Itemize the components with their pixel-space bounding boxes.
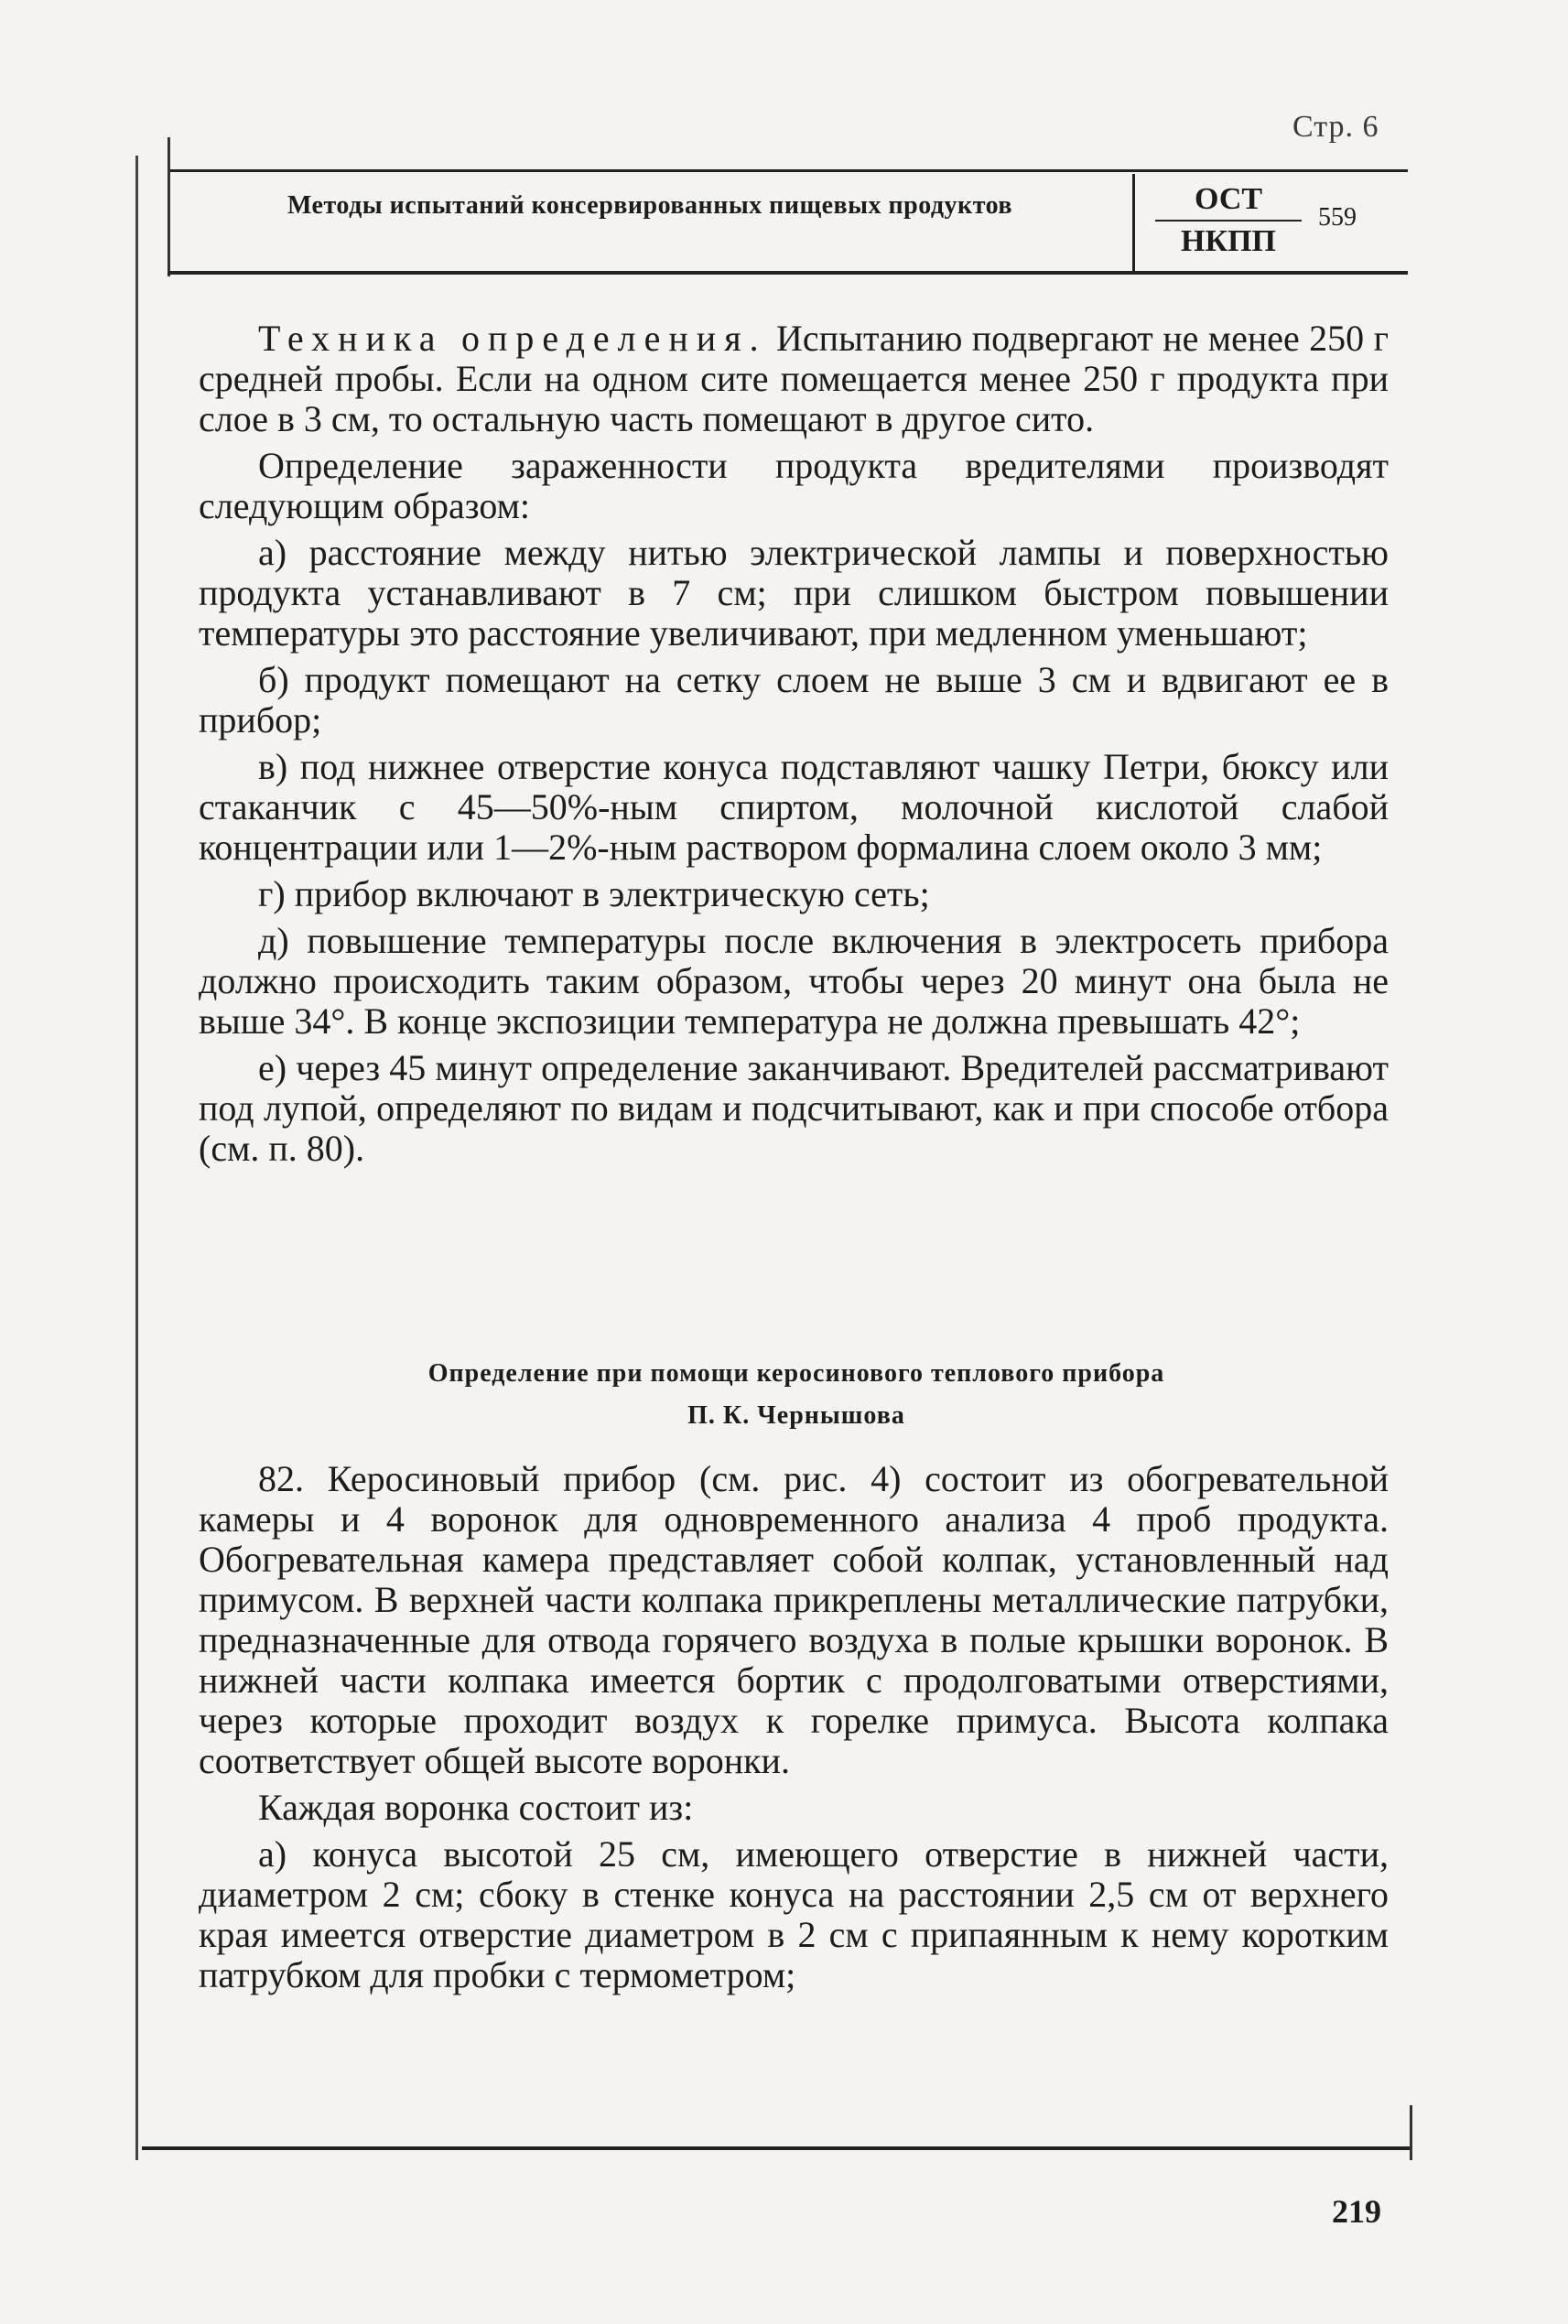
page-reference: Стр. 6 <box>1292 110 1379 144</box>
standard-code-top: ОСТ <box>1194 182 1263 216</box>
standard-code-bottom: НКПП <box>1181 224 1276 258</box>
standard-number: 559 <box>1318 203 1357 232</box>
header-title: Методы испытаний консервированных пищевых продуктов <box>287 191 1012 220</box>
section-heading <box>229 1353 1364 1437</box>
list-item-v: в) под нижнее отверстие конуса подставляют чашку Петри, бюксу или стаканчик с 45—50%-ным спиртом, молочной кислотой слабой концентрации или 1—2%-ным раствором формалина слоем около 3 мм; <box>199 746 1389 868</box>
page-number: 219 <box>1332 2193 1381 2230</box>
fraction-line <box>1155 220 1302 222</box>
list-item-g: г) прибор включают в электрическую сеть; <box>258 873 930 914</box>
list-item-a: а) расстояние между нитью электрической лампы и поверхностью продукта устанавливают в 7 см; при слишком быстром повышении температуры это расстояние увеличивают, при медленном уменьшают; <box>199 532 1389 654</box>
paragraph-infestation: Определение зараженности продукта вредителями производят следующим образом: <box>199 445 1389 526</box>
paragraph-each-funnel: Каждая воронка состоит из: <box>258 1787 694 1828</box>
list-item-cone: а) конуса высотой 25 см, имеющего отверстие в нижней части, диаметром 2 см; сбоку в стенке конуса на расстоянии 2,5 см от верхнего края имеется отверстие диаметром в 2 см с припаянным к нему коротким патрубком для пробки с термометром; <box>199 1833 1389 1995</box>
section-heading-line1: Определение при помощи керосинового теплового прибора <box>427 1359 1165 1388</box>
technique-lead: Техника определения. <box>258 318 767 359</box>
body-block-1 <box>199 319 1389 1175</box>
technique-text: Испытанию подвергают не менее 250 г средней пробы. Если на одном сите помещается менее 250 г продукта при слое в 3 см, то остальную часть помещают в другое сито. <box>199 318 1389 439</box>
header-bottom-rule <box>168 271 1408 275</box>
body-block-2 <box>199 1459 1389 2002</box>
list-item-b: б) продукт помещают на сетку слоем не выше 3 см и вдвигают ее в прибор; <box>199 659 1389 740</box>
header-divider <box>1132 174 1135 271</box>
footer-right-rule <box>1410 2105 1412 2160</box>
paragraph-82: 82. Керосиновый прибор (см. рис. 4) состоит из обогревательной камеры и 4 воронок для одновременного анализа 4 проб продукта. Обогревательная камера представляет собой колпак, установленный над примусом. В верхней части колпака прикреплены металлические патрубки, предназначенные для отвода горячего воздуха в полые крышки воронок. В нижней части колпака имеется бортик с продолговатыми отверстиями, через которые проходит воздух к горелке примуса. Высота колпака соответствует общей высоте воронки. <box>199 1458 1389 1781</box>
left-margin-rule <box>135 156 138 2160</box>
footer-rule <box>142 2146 1410 2150</box>
paragraph-technique <box>199 319 1389 439</box>
header-top-rule <box>168 169 1408 172</box>
section-heading-line2: П. К. Чернышова <box>687 1401 905 1430</box>
standard-code <box>1155 179 1302 262</box>
header-left-rule <box>168 137 170 276</box>
list-item-e: е) через 45 минут определение заканчивают. Вредителей рассматривают под лупой, определяют по видам и подсчитывают, как и при способе отбора (см. п. 80). <box>199 1047 1389 1169</box>
list-item-d: д) повышение температуры после включения в электросеть прибора должно происходить таким образом, чтобы через 20 минут она была не выше 34°. В конце экспозиции температура не должна превышать 42°; <box>199 920 1389 1042</box>
